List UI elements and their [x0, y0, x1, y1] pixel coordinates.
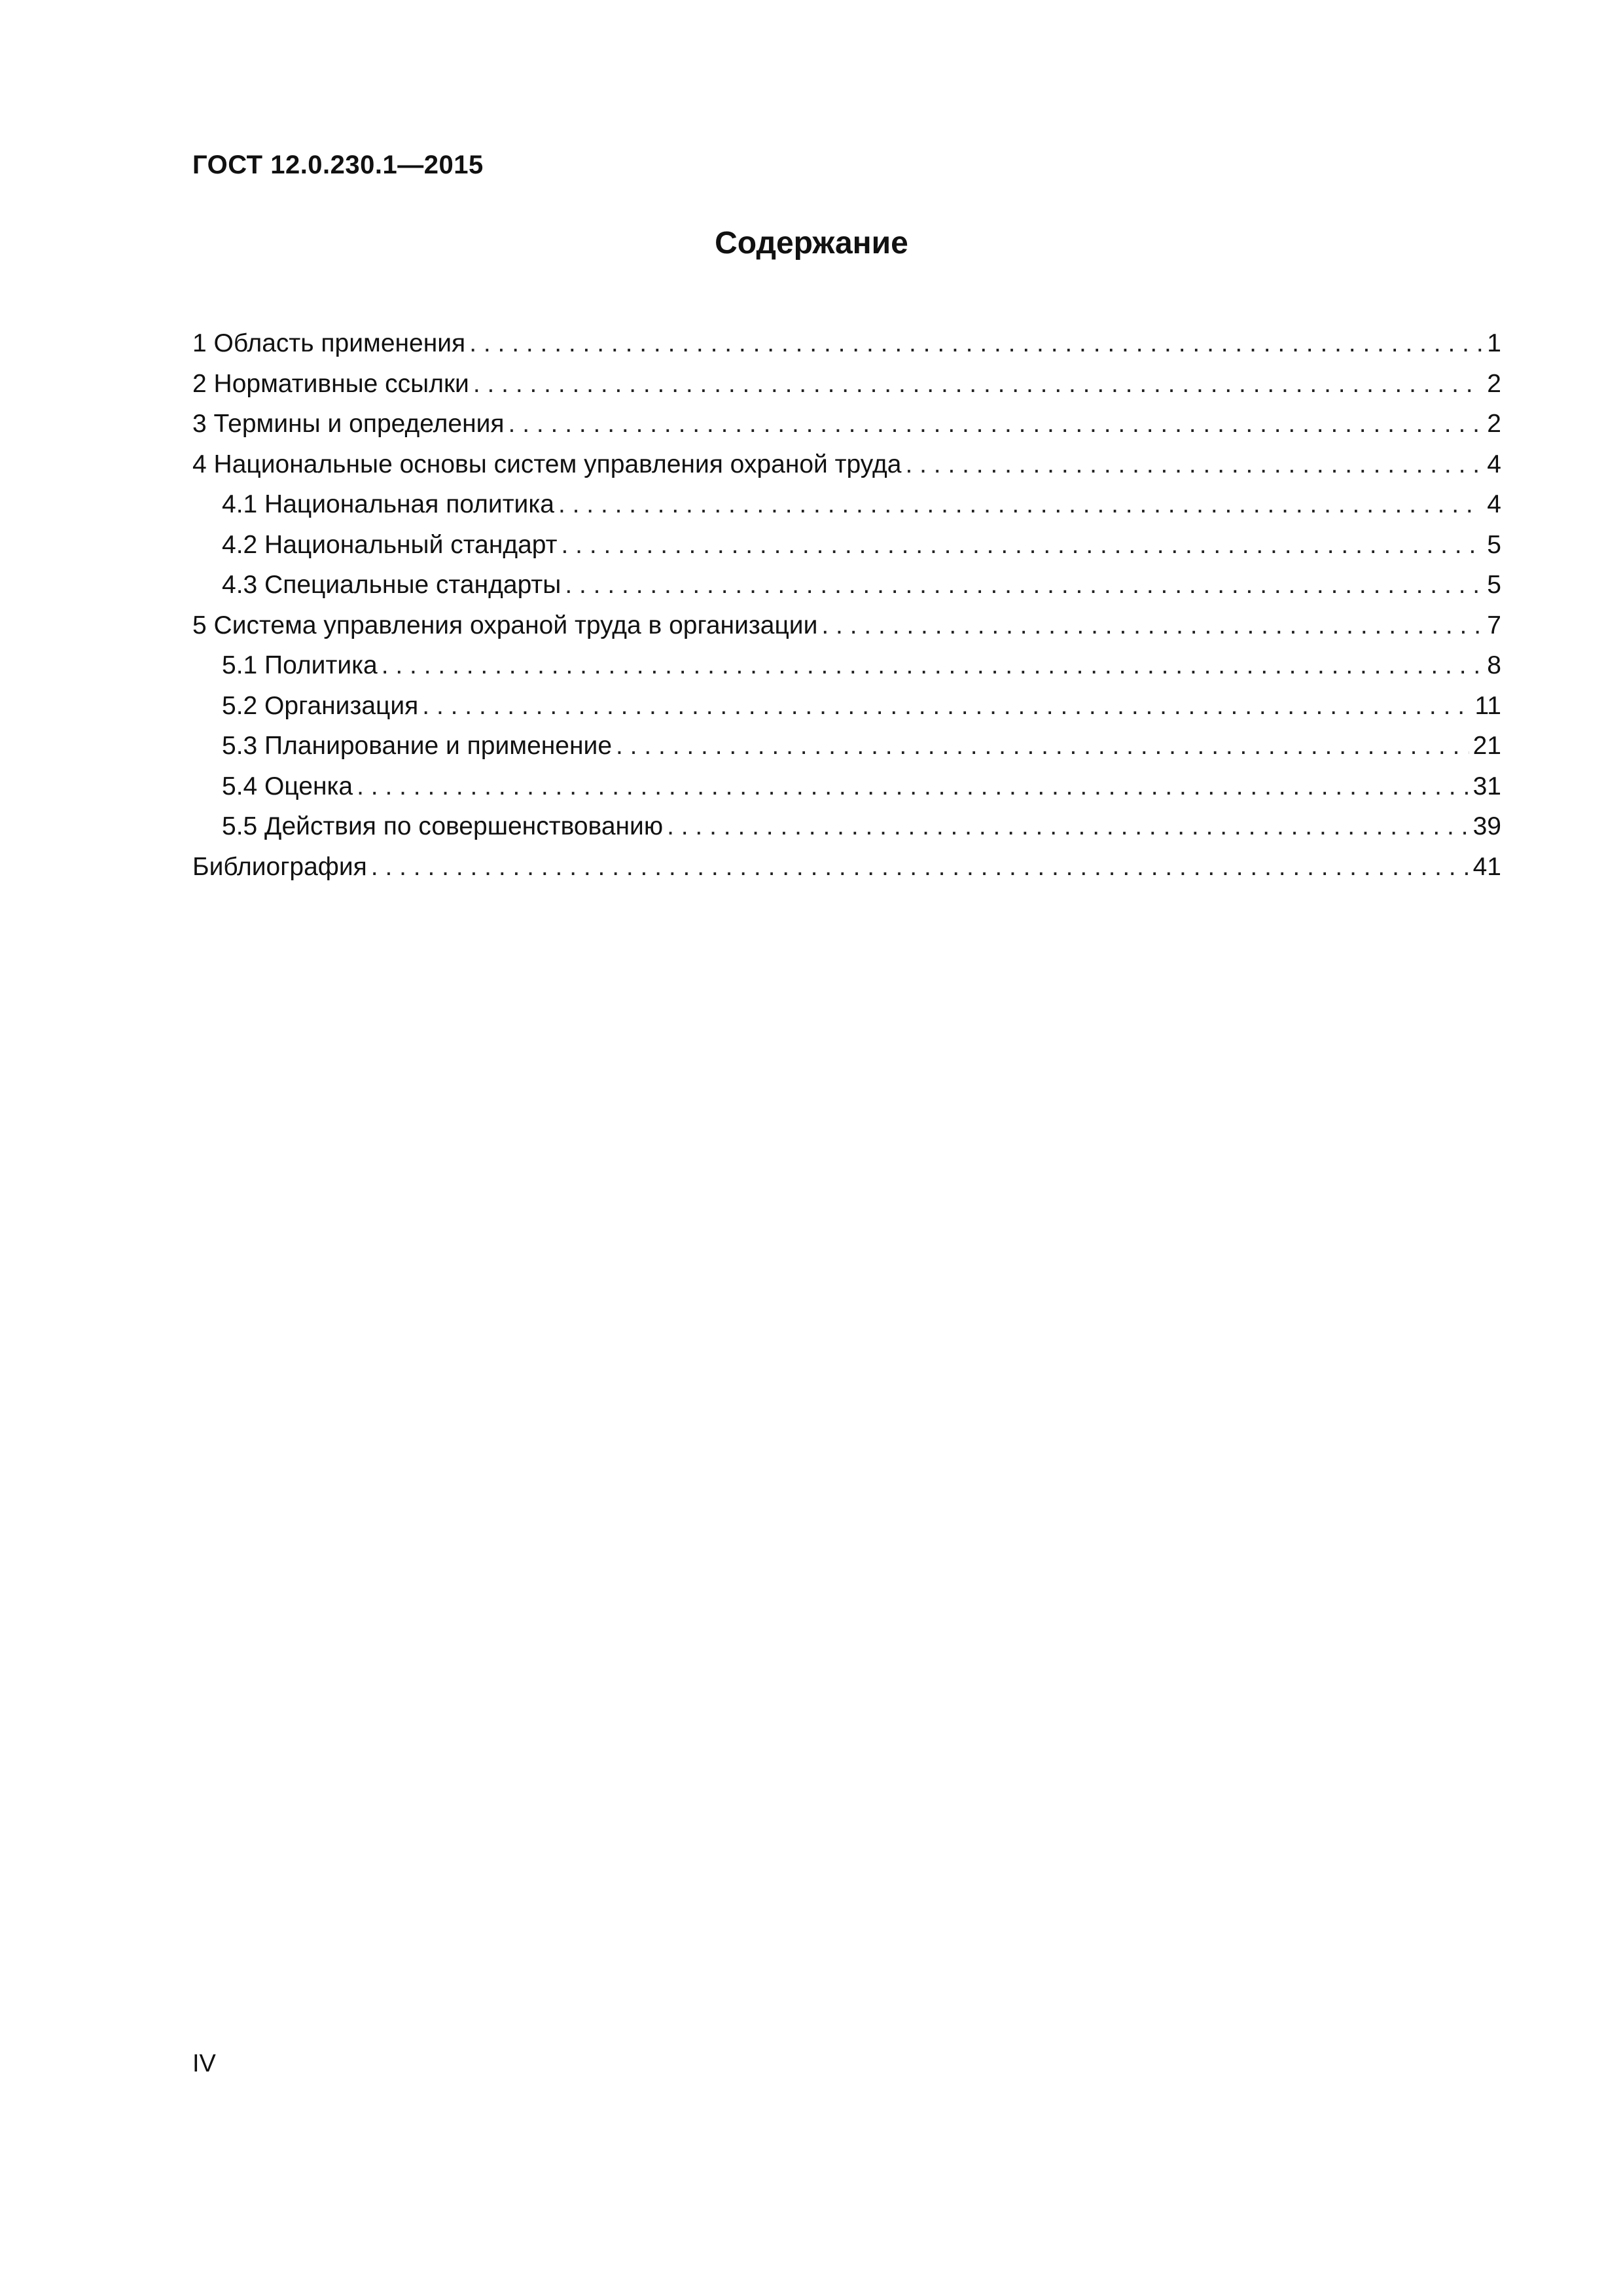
- toc-subentry[interactable]: [192, 484, 1501, 525]
- table-of-contents: [192, 323, 1501, 887]
- toc-subentry[interactable]: [192, 525, 1501, 565]
- toc-entry-page: 4: [1487, 450, 1501, 478]
- toc-entry-label: 5.3 Планирование и применение: [222, 732, 613, 760]
- toc-entry-label: 5 Система управления охраной труда в организации: [192, 611, 818, 639]
- toc-subentry[interactable]: [192, 645, 1501, 686]
- toc-entry-page: 2: [1487, 410, 1501, 438]
- toc-dot-leader: [469, 323, 1482, 364]
- toc-entry-page: 39: [1472, 812, 1501, 840]
- document-code: ГОСТ 12.0.230.1—2015: [192, 151, 484, 179]
- toc-entry[interactable]: [192, 444, 1501, 485]
- toc-entry-page: 5: [1487, 571, 1501, 599]
- toc-dot-leader: [357, 766, 1469, 807]
- toc-entry-page: 41: [1472, 852, 1501, 881]
- toc-dot-leader: [562, 525, 1482, 565]
- toc-entry-page: 7: [1487, 611, 1501, 639]
- toc-dot-leader: [422, 686, 1471, 726]
- toc-dot-leader: [565, 565, 1482, 605]
- toc-subentry[interactable]: [192, 565, 1501, 605]
- toc-entry-page: 1: [1487, 329, 1501, 357]
- toc-entry-label: 5.1 Политика: [222, 651, 378, 679]
- toc-entry-page: 4: [1487, 490, 1501, 518]
- toc-dot-leader: [382, 645, 1482, 686]
- toc-entry-page: 31: [1472, 772, 1501, 800]
- toc-title: Содержание: [715, 226, 908, 260]
- toc-dot-leader: [905, 444, 1482, 485]
- toc-entry-page: 21: [1472, 732, 1501, 760]
- toc-entry[interactable]: [192, 605, 1501, 646]
- toc-entry-label: 2 Нормативные ссылки: [192, 369, 469, 398]
- toc-entry-page: 8: [1487, 651, 1501, 679]
- toc-entry-label: Библиография: [192, 852, 367, 881]
- toc-dot-leader: [667, 806, 1469, 847]
- toc-entry[interactable]: [192, 404, 1501, 444]
- toc-entry-page: 5: [1487, 530, 1501, 559]
- toc-entry-label: 4 Национальные основы систем управления охраной труда: [192, 450, 902, 478]
- toc-entry[interactable]: [192, 364, 1501, 404]
- toc-entry-label: 4.1 Национальная политика: [222, 490, 554, 518]
- toc-subentry[interactable]: [192, 686, 1501, 726]
- toc-dot-leader: [616, 726, 1469, 766]
- toc-entry[interactable]: [192, 847, 1501, 888]
- page-number: IV: [192, 2050, 216, 2077]
- toc-dot-leader: [371, 847, 1469, 888]
- toc-dot-leader: [473, 364, 1482, 404]
- toc-entry-label: 1 Область применения: [192, 329, 466, 357]
- toc-entry[interactable]: [192, 323, 1501, 364]
- toc-entry-label: 4.3 Специальные стандарты: [222, 571, 562, 599]
- toc-subentry[interactable]: [192, 726, 1501, 766]
- toc-entry-label: 3 Термины и определения: [192, 410, 505, 438]
- toc-entry-label: 5.2 Организация: [222, 691, 419, 720]
- toc-entry-page: 2: [1487, 369, 1501, 398]
- toc-subentry[interactable]: [192, 766, 1501, 807]
- toc-entry-label: 4.2 Национальный стандарт: [222, 530, 558, 559]
- toc-dot-leader: [821, 605, 1482, 646]
- toc-dot-leader: [558, 484, 1482, 525]
- toc-entry-page: 11: [1474, 691, 1501, 720]
- toc-subentry[interactable]: [192, 806, 1501, 847]
- toc-entry-label: 5.5 Действия по совершенствованию: [222, 812, 664, 840]
- toc-entry-label: 5.4 Оценка: [222, 772, 353, 800]
- toc-dot-leader: [508, 404, 1482, 444]
